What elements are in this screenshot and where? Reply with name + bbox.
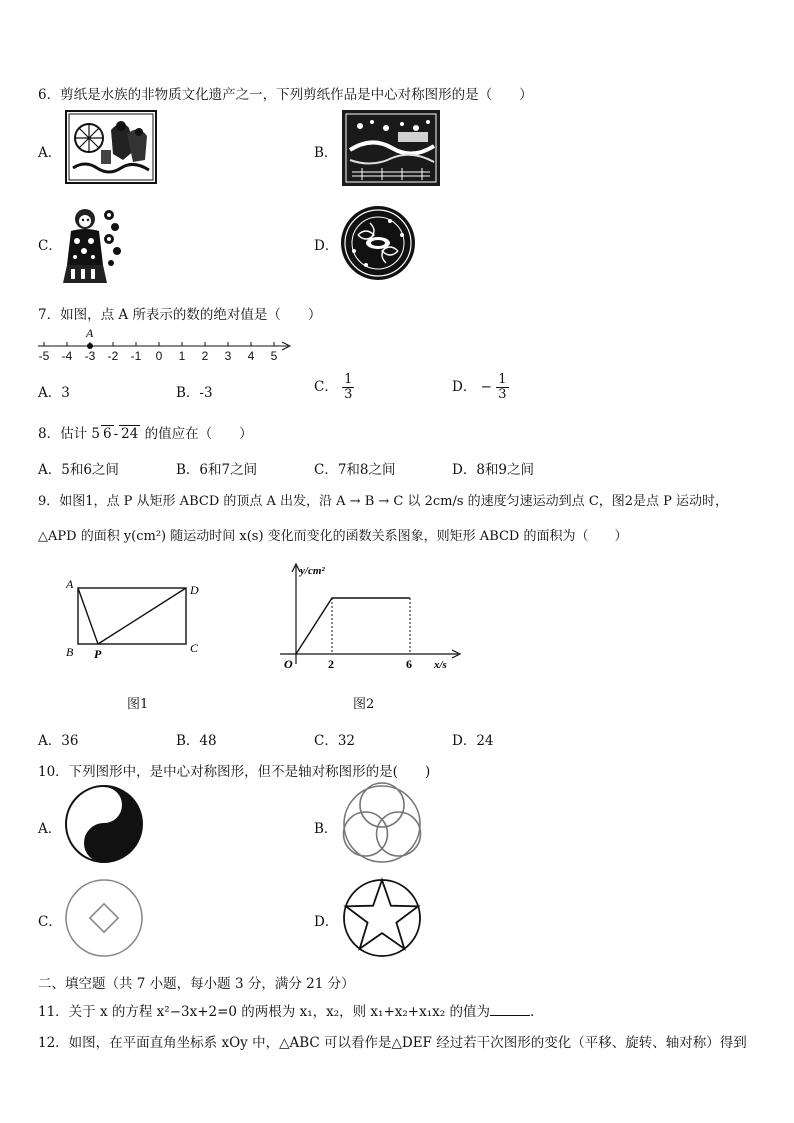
label-a: A [66,577,74,591]
q9-stem-line2: △APD 的面积 y(cm²) 随运动时间 x(s) 变化而变化的函数关系图象，则矩形 ABCD 的面积为（ ） [38,529,628,544]
q10-option-a[interactable]: A． [38,821,62,837]
q10-option-c[interactable]: C． [38,914,62,930]
star-in-circle-figure [340,876,424,960]
label-p: P [94,647,102,661]
number-line-tick-label: 0 [155,349,163,363]
number-line-tick-label: 4 [247,349,255,363]
q10-option-d[interactable]: D． [314,914,339,930]
q9-option-d[interactable]: D．24 [452,733,494,749]
y-axis-label: y/cm² [300,565,325,577]
q9-stem-line1: 9．如图1，点 P 从矩形 ABCD 的顶点 A 出发，沿 A → B → C 以 2cm/s 的速度匀速运动到点 C，图2是点 P 运动时， [38,494,729,509]
label-c: C [190,641,199,655]
number-line-tick-label: 1 [178,349,186,363]
minus-sign: − [480,379,492,395]
tick-2-label: 2 [328,657,334,671]
fraction-one-third: $\frac{1}{3}$ [344,372,353,402]
figure-1-caption: 图1 [127,697,149,712]
q6-option-b[interactable]: B． [314,145,338,161]
q8-stem: 8．估计 5 6 - 24 的值应在（ ） [38,426,253,442]
figure-2-graph [272,560,468,672]
sqrt-6: 6 [102,426,112,442]
q9-option-b[interactable]: B．48 [176,733,217,749]
point-a-label: A [86,326,94,340]
q7-option-b[interactable]: B．-3 [176,385,213,401]
x-axis-label: x/s [434,659,447,671]
papercut-image-c [63,205,123,287]
section-title-fill-in: 二、填空题（共 7 小题，每小题 3 分，满分 21 分） [38,976,355,992]
q7-stem: 7．如图，点 A 所表示的数的绝对值是（ ） [38,307,322,323]
origin-label: O [284,657,293,671]
q7-option-c[interactable] [314,373,354,402]
q7-option-c-label: C． [314,379,338,395]
q8-option-d[interactable]: D．8和9之间 [452,462,535,478]
papercut-image-d [340,205,416,281]
answer-blank[interactable] [490,1003,530,1016]
number-line-tick-label: 2 [201,349,209,363]
q6-option-c[interactable]: C． [38,238,62,254]
point-a-dot [87,343,93,349]
label-b: B [66,645,74,659]
number-line [34,326,294,366]
q9-option-c[interactable]: C．32 [314,733,356,749]
fraction-neg-one-third: $\frac{1}{3}$ [498,372,507,402]
number-line-tick-label: -3 [84,349,96,363]
q10-stem: 10．下列图形中，是中心对称图形，但不是轴对称图形的是( ) [38,764,431,780]
number-line-tick-label: -1 [130,349,142,363]
q7-option-d-label: D． [452,379,477,395]
three-arcs-figure [340,782,424,866]
figure-2-caption: 图2 [353,697,375,712]
yin-yang-figure [62,782,146,866]
q7-option-d[interactable] [452,373,509,402]
number-line-tick-label: 5 [270,349,278,363]
q6-option-a[interactable]: A． [38,145,62,161]
papercut-image-b [342,110,440,186]
papercut-image-a [65,110,157,184]
q11-stem: 11．关于 x 的方程 x²−3x+2=0 的两根为 x₁，x₂，则 x₁+x₂+x₁x₂ 的值为 . [38,1004,535,1020]
number-line-tick-label: -5 [38,349,50,363]
q8-option-b[interactable]: B．6和7之间 [176,462,258,478]
figure-1-rectangle [60,574,210,664]
sqrt-24: 24 [121,426,139,442]
tick-6-label: 6 [406,657,412,671]
number-line-tick-label: -4 [61,349,73,363]
q7-option-a[interactable]: A．3 [38,385,70,401]
coin-figure [62,876,146,960]
number-line-tick-label: -2 [107,349,119,363]
q8-option-c[interactable]: C．7和8之间 [314,462,396,478]
q10-option-b[interactable]: B． [314,821,338,837]
number-line-tick-label: 3 [224,349,232,363]
q12-stem: 12．如图，在平面直角坐标系 xOy 中，△ABC 可以看作是△DEF 经过若干次图形的变化（平移、旋转、轴对称）得到 [38,1035,747,1051]
q9-option-a[interactable]: A．36 [38,733,79,749]
q6-option-d[interactable]: D． [314,238,339,254]
q6-stem: 6．剪纸是水族的非物质文化遗产之一，下列剪纸作品是中心对称图形的是（ ） [38,87,533,103]
q8-option-a[interactable]: A．5和6之间 [38,462,119,478]
label-d: D [190,583,199,597]
